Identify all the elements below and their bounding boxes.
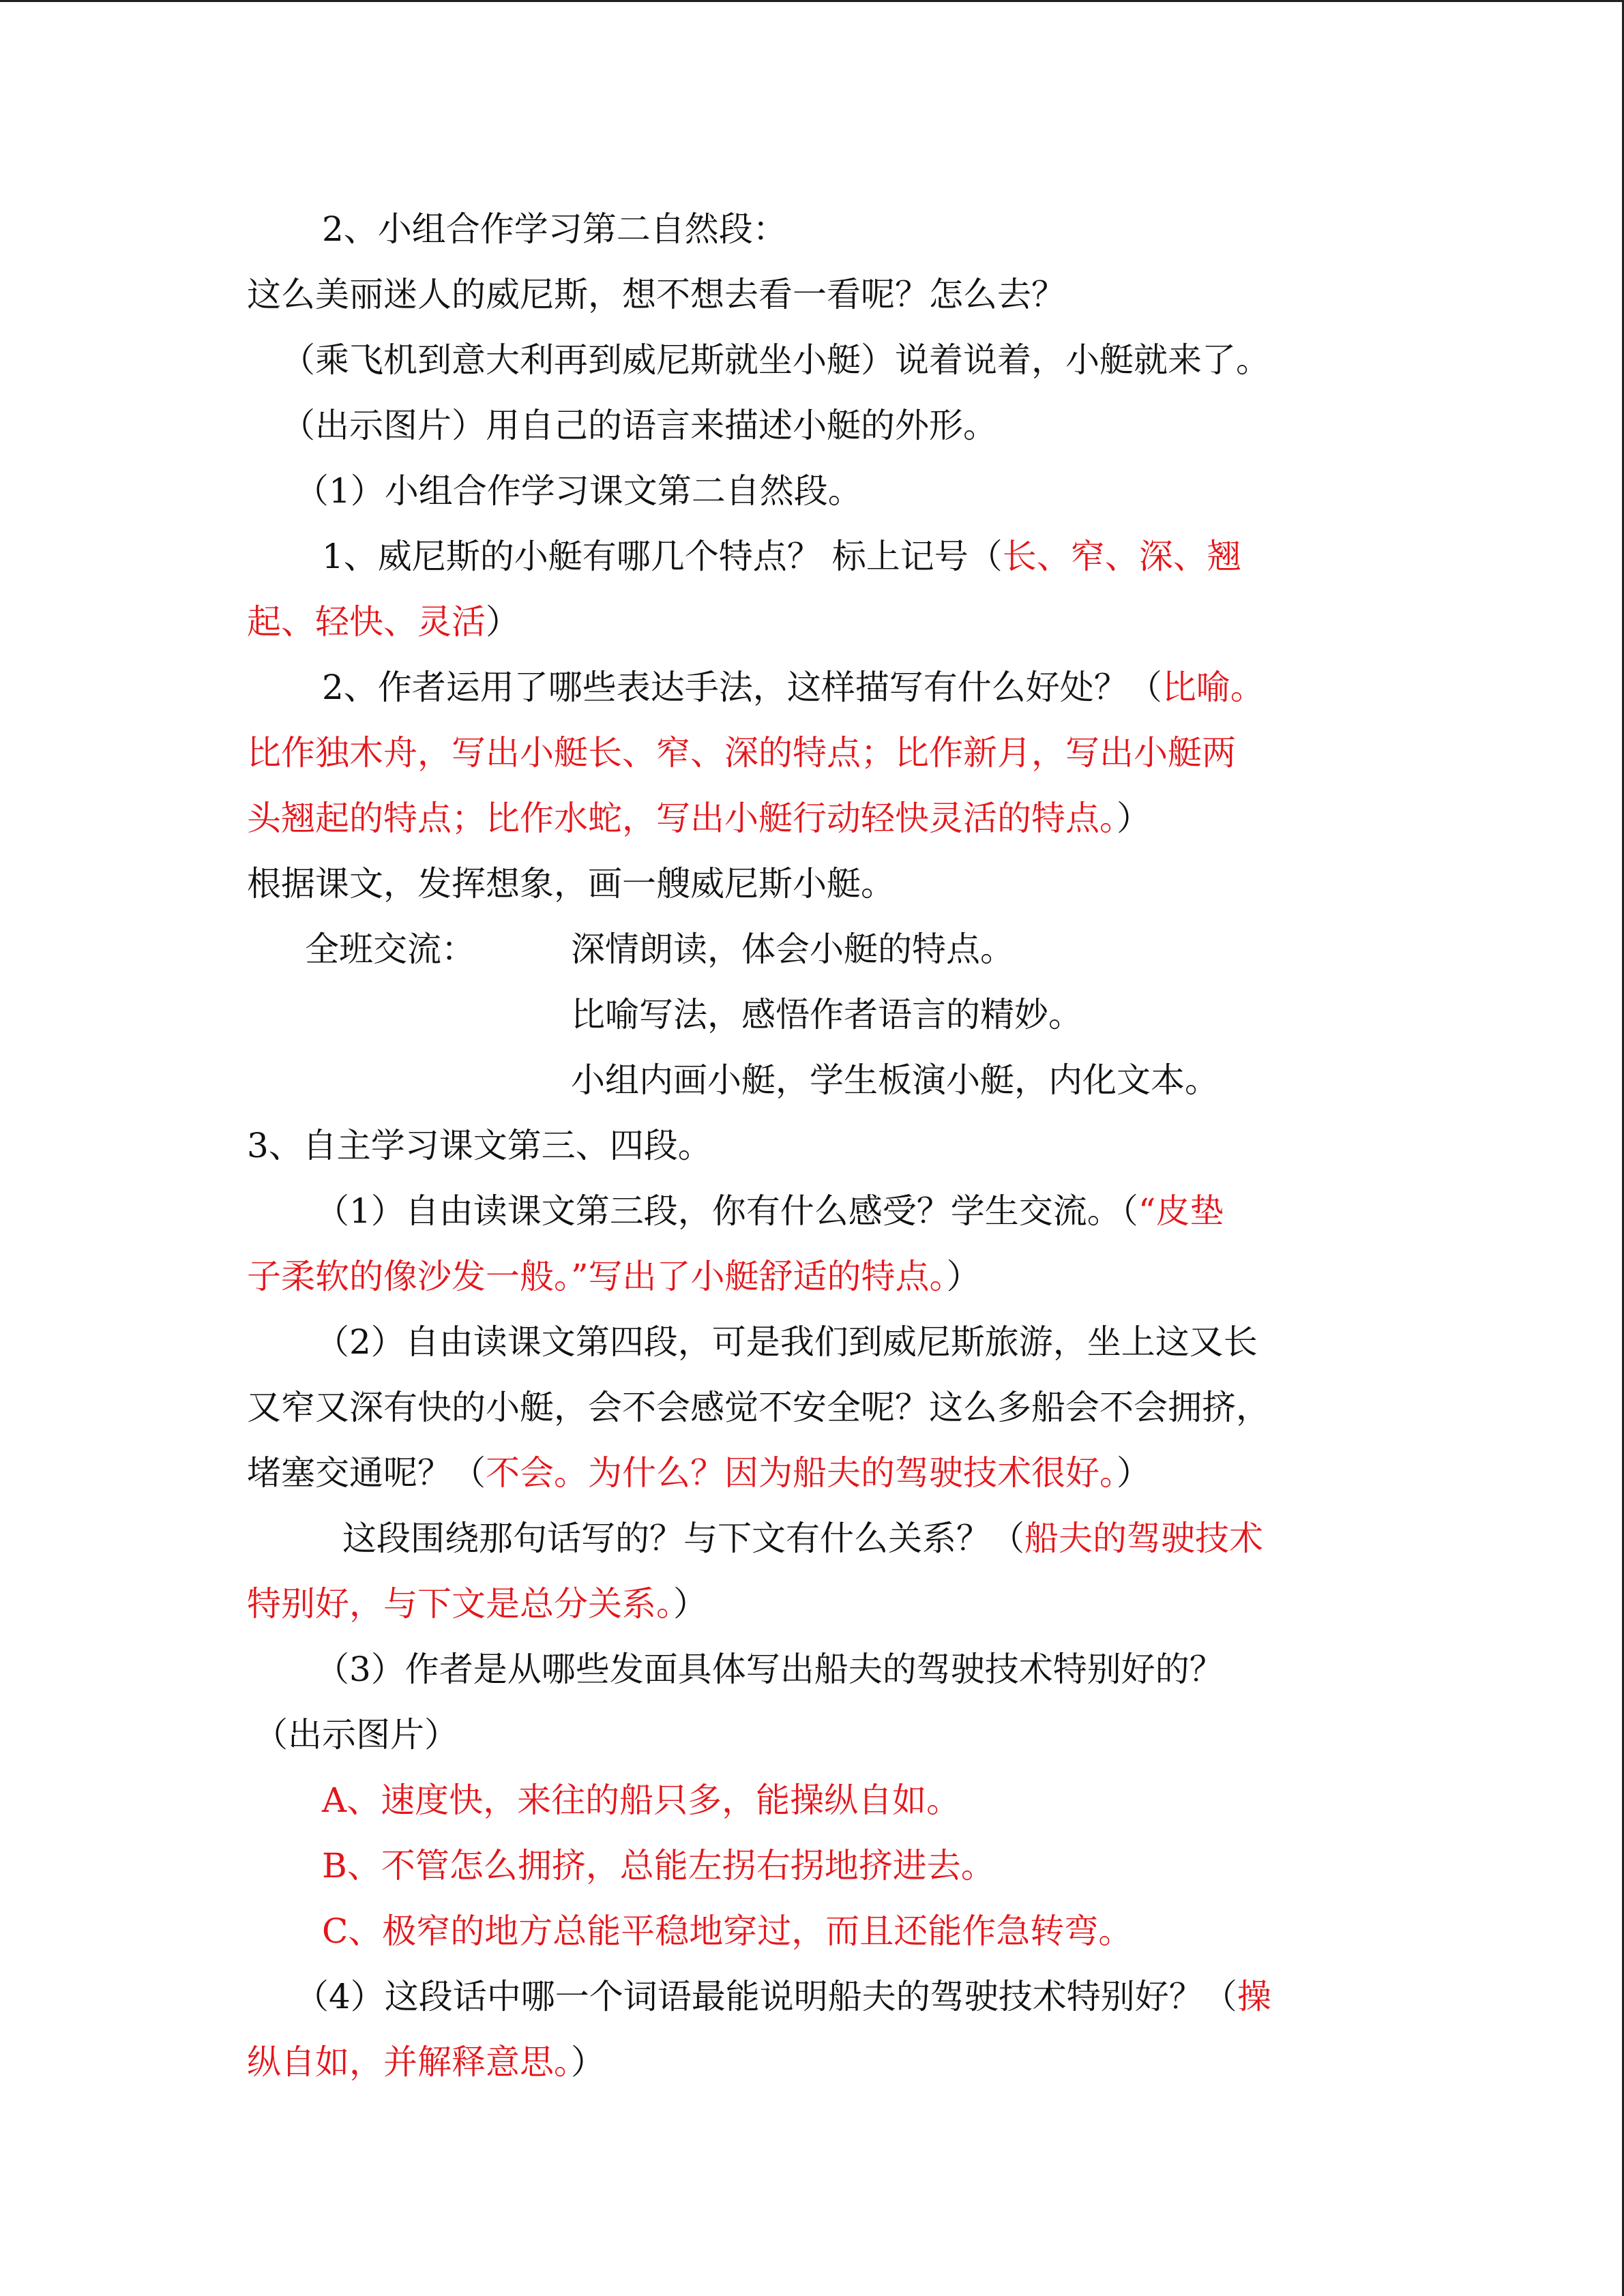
answer-text: B、不管怎么拥挤，总能左拐右拐地挤进去。 xyxy=(322,1846,995,1885)
text: ） xyxy=(486,602,520,642)
text: （2）自由读课文第四段，可是我们到威尼斯旅游，坐上这又长 xyxy=(315,1322,1258,1362)
paragraph-line xyxy=(247,1579,707,1628)
answer-text: 特别好，与下文是总分关系。 xyxy=(247,1584,673,1624)
question-text: （1）自由读课文第三段，你有什么感受？学生交流。（ xyxy=(315,1191,1138,1231)
paragraph-line xyxy=(322,1776,960,1825)
answer-text: 头翘起的特点；比作水蛇，写出小艇行动轻快灵活的特点。 xyxy=(247,799,1117,838)
paragraph-line xyxy=(571,1056,1219,1105)
text: （乘飞机到意大利再到威尼斯就坐小艇）说着说着，小艇就来了。 xyxy=(281,340,1270,380)
paragraph-line xyxy=(342,1514,1263,1563)
text: ） xyxy=(673,1584,707,1624)
paragraph-line xyxy=(295,1972,1271,2021)
paragraph-line xyxy=(571,925,1014,974)
paragraph-line xyxy=(247,859,895,908)
page-border-top xyxy=(0,0,1624,2)
paragraph-line xyxy=(322,205,787,254)
text: ） xyxy=(571,2042,605,2082)
paragraph-line xyxy=(322,1841,995,1890)
paragraph-line xyxy=(315,1187,1224,1236)
paragraph-line xyxy=(247,1448,1151,1497)
answer-text: 纵自如，并解释意思。 xyxy=(247,2042,571,2082)
text: 又窄又深有快的小艇，会不会感觉不安全呢？这么多船会不会拥挤， xyxy=(247,1388,1270,1427)
paragraph-line xyxy=(322,532,1241,581)
paragraph-line xyxy=(295,466,862,516)
text: 这么美丽迷人的威尼斯，想不想去看一看呢？怎么去？ xyxy=(247,275,1065,314)
paragraph-line xyxy=(254,1710,458,1759)
text: 小组内画小艇，学生板演小艇，内化文本。 xyxy=(571,1060,1219,1100)
paragraph-line xyxy=(315,1645,1224,1694)
section-heading: 2、小组合作学习第二自然段： xyxy=(322,209,787,249)
text: （1）小组合作学习课文第二自然段。 xyxy=(295,471,862,511)
paragraph-line xyxy=(281,401,997,450)
answer-text: 比作独木舟，写出小艇长、窄、深的特点；比作新月，写出小艇两 xyxy=(247,733,1236,773)
text: ） xyxy=(946,1257,981,1296)
text: ） xyxy=(1117,1453,1151,1493)
text: 比喻写法，感悟作者语言的精妙。 xyxy=(571,995,1082,1034)
paragraph-line xyxy=(247,597,520,646)
text: （出示图片） xyxy=(254,1715,458,1755)
text: 根据课文，发挥想象，画一艘威尼斯小艇。 xyxy=(247,864,895,904)
paragraph-line xyxy=(247,1121,712,1170)
text: （出示图片）用自己的语言来描述小艇的外形。 xyxy=(281,406,997,445)
question-text: 2、作者运用了哪些表达手法，这样描写有什么好处？（ xyxy=(322,668,1162,707)
answer-text: 比喻。 xyxy=(1162,668,1265,707)
text: 深情朗读，体会小艇的特点。 xyxy=(571,929,1014,969)
section-heading: 3、自主学习课文第三、四段。 xyxy=(247,1126,712,1165)
paragraph-line xyxy=(247,2038,605,2087)
question-text: （4）这段话中哪一个词语最能说明船夫的驾驶技术特别好？（ xyxy=(295,1977,1237,2016)
paragraph-line xyxy=(281,336,1270,385)
paragraph-line xyxy=(571,990,1082,1039)
paragraph-line xyxy=(305,925,475,974)
answer-text: 操 xyxy=(1237,1977,1271,2016)
paragraph-line xyxy=(247,270,1065,319)
answer-text: 船夫的驾驶技术 xyxy=(1024,1519,1263,1558)
text: 堵塞交通呢？（ xyxy=(247,1453,486,1493)
label-text: 全班交流： xyxy=(305,929,475,969)
answer-text: 起、轻快、灵活 xyxy=(247,602,486,642)
answer-text: 子柔软的像沙发一般。”写出了小艇舒适的特点。 xyxy=(247,1257,947,1296)
paragraph-line xyxy=(247,728,1236,777)
text: ） xyxy=(1117,799,1151,838)
answer-text: 长、窄、深、翘 xyxy=(1002,537,1241,576)
paragraph-line xyxy=(247,1252,981,1301)
question-text: （3）作者是从哪些发面具体写出船夫的驾驶技术特别好的？ xyxy=(315,1650,1224,1689)
answer-text: C、极窄的地方总能平稳地穿过，而且还能作急转弯。 xyxy=(322,1911,1133,1951)
answer-text: “皮垫 xyxy=(1138,1191,1224,1231)
answer-text: 不会。为什么？因为船夫的驾驶技术很好。 xyxy=(486,1453,1117,1493)
paragraph-line xyxy=(322,663,1265,712)
paragraph-line xyxy=(315,1317,1258,1367)
paragraph-line xyxy=(247,794,1151,843)
question-text: 1、威尼斯的小艇有哪几个特点？ 标上记号（ xyxy=(322,537,1003,576)
question-text: 这段围绕那句话写的？与下文有什么关系？（ xyxy=(342,1519,1024,1558)
paragraph-line xyxy=(322,1907,1132,1956)
paragraph-line xyxy=(247,1383,1270,1432)
answer-text: A、速度快，来往的船只多，能操纵自如。 xyxy=(322,1780,961,1820)
